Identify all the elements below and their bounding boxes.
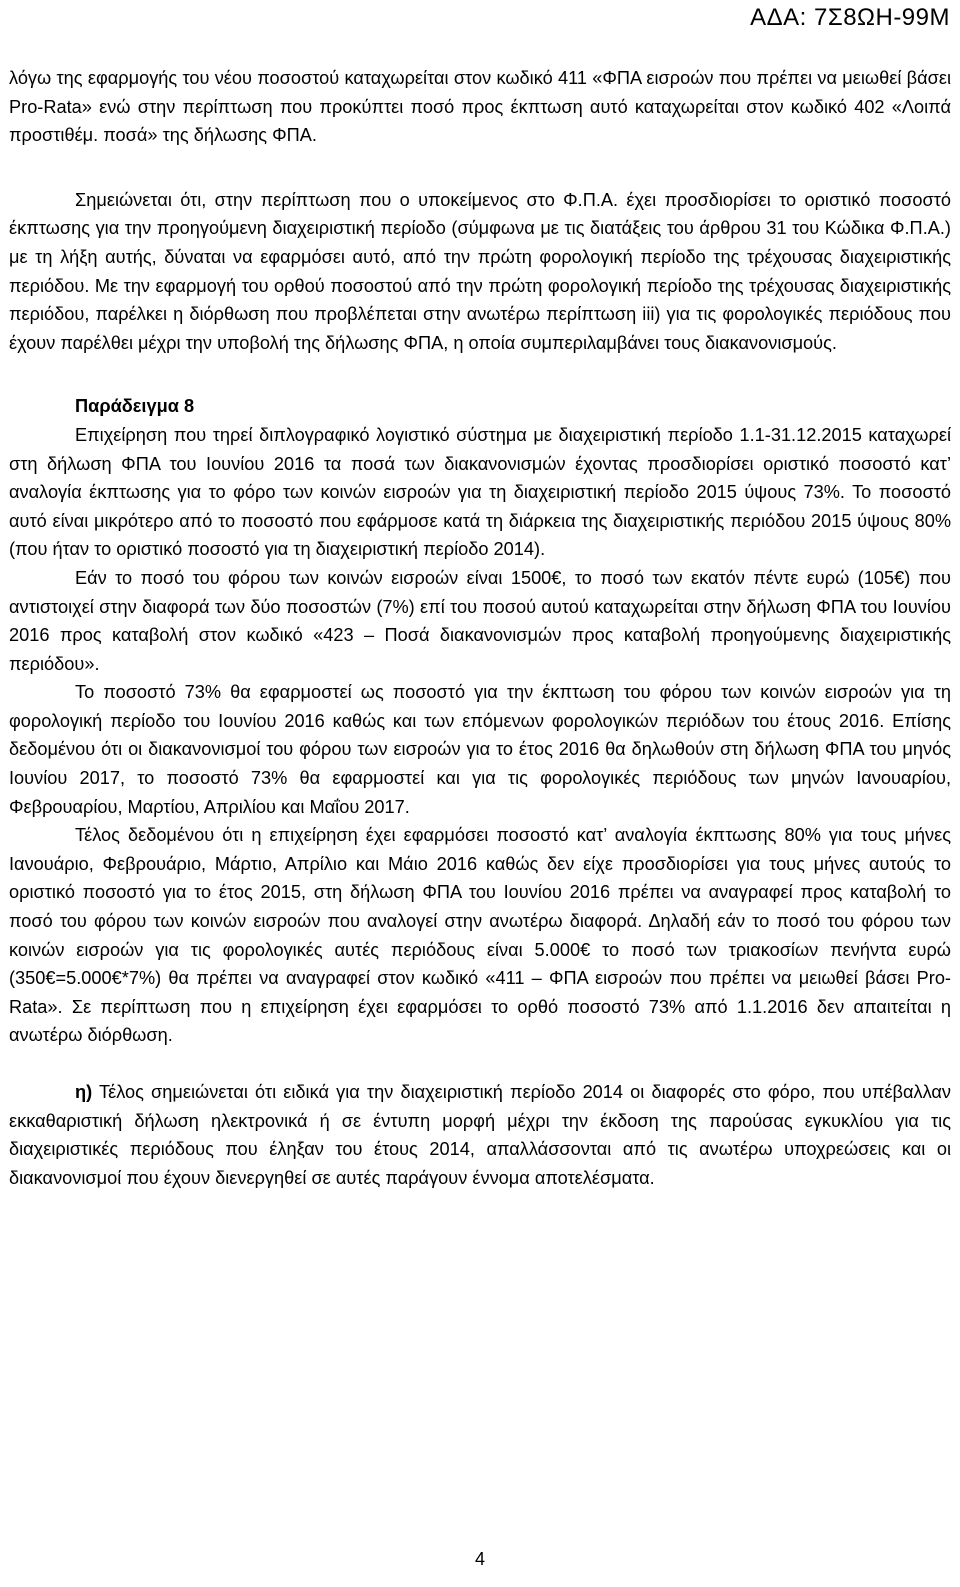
paragraph-continuation: λόγω της εφαρμογής του νέου ποσοστού καταχωρείται στον κωδικό 411 «ΦΠΑ εισροών που πρέπει να μειωθεί βάσει Pro-Rata» ενώ στην περίπτωση που προκύπτει ποσό προς έκπτωση αυτό καταχωρείται στον κωδικό 402 «Λοιπά προστιθέμ. ποσά» της δήλωσης ΦΠΑ. [9,68,951,146]
page-number: 4 [474,1549,485,1569]
paragraph-example-intro: Επιχείρηση που τηρεί διπλογραφικό λογιστικό σύστημα με διαχειριστική περίοδο 1.1-31.12.2015 καταχωρεί στη δήλωση ΦΠΑ του Ιουνίου 2016 τα ποσά των διακανονισμών έχοντας προσδιορίσει οριστικό ποσοστό κατ’ αναλογία έκπτωσης για το φόρο των κοινών εισροών για τη διαχειριστική περίοδο 2015 ύψους 73%. Το ποσοστό αυτό είναι μικρότερο από το ποσοστό που εφάρμοσε κατά τη διάρκεια της διαχειριστικής περιόδου 2015 ύψους 80% (που ήταν το οριστικό ποσοστό για τη διαχειριστική περίοδο 2014). [9,424,951,560]
paragraph-example-correction: Τέλος δεδομένου ότι η επιχείρηση έχει εφαρμόσει ποσοστό κατ’ αναλογία έκπτωσης 80% για τους μήνες Ιανουάριο, Φεβρουάριο, Μάρτιο, Απρίλιο και Μάιο 2016 καθώς δεν είχε προσδιορίσει για τους μήνες αυτούς το οριστικό ποσοστό για το έτος 2015, στη δήλωση ΦΠΑ του Ιουνίου 2016 πρέπει να αναγραφεί προς καταβολή το ποσό του φόρου των κοινών εισροών που αναλογεί στην ανωτέρω διαφορά. Δηλαδή εάν το ποσό του φόρου των κοινών εισροών για τις φορολογικές αυτές περιόδους είναι 5.000€ το ποσό των τριακοσίων πενήντα ευρώ (350€=5.000€*7%) θα πρέπει να αναγραφεί στον κωδικό «411 – ΦΠΑ εισροών που πρέπει να μειωθεί βάσει Pro-Rata». Σε περίπτωση που η επιχείρηση έχει εφαρμόσει το ορθό ποσοστό 73% από 1.1.2016 δεν απαιτείται η ανωτέρω διόρθωση. [9,825,951,1046]
paragraph-example-rate: Το ποσοστό 73% θα εφαρμοστεί ως ποσοστό για την έκπτωση του φόρου των κοινών εισροών για τη φορολογική περίοδο του Ιουνίου 2016 καθώς και των επόμενων φορολογικών περιόδων του έτους 2016. Επίσης δεδομένου ότι οι διακανονισμοί του φόρου των εισροών για το έτος 2016 θα δηλωθούν στη δήλωση ΦΠΑ του μηνός Ιουνίου 2017, το ποσοστό 73% θα εφαρμοστεί και για τις φορολογικές περιόδους των μηνών Ιανουαρίου, Φεβρουαρίου, Μαρτίου, Απριλίου και Μαΐου 2017. [9,682,951,817]
paragraph-example-amount: Εάν το ποσό του φόρου των κοινών εισροών είναι 1500€, το ποσό των εκατόν πέντε ευρώ (105€) που αντιστοιχεί στην διαφορά των δύο ποσοστών (7%) επί του ποσού αυτού καταχωρείται στην δήλωση ΦΠΑ του Ιουνίου 2016 προς καταβολή στον κωδικό «423 – Ποσά διακανονισμών προς καταβολή προηγούμενης διαχειριστικής περιόδου». [9,567,951,674]
paragraph-item-h [9,1078,951,1192]
item-h-text: Τέλος σημειώνεται ότι ειδικά για την διαχειριστική περίοδο 2014 οι διαφορές στο φόρο, που υπέβαλλαν εκκαθαριστική δήλωση ηλεκτρονικά ή σε έντυπη μορφή μέχρι την έκδοση της παρούσας εγκυκλίου για τις διαχειριστικές περιόδους που έληξαν του έτους 2014, απαλλάσσονται από τις ανωτέρω υποχρεώσεις και οι διακανονισμοί που έχουν διενεργηθεί σε αυτές παράγουν έννομα αποτελέσματα. [9,1082,951,1188]
paragraph-note: Σημειώνεται ότι, στην περίπτωση που ο υποκείμενος στο Φ.Π.Α. έχει προσδιορίσει το οριστικό ποσοστό έκπτωσης για την προηγούμενη διαχειριστική περίοδο (σύμφωνα με τις διατάξεις του άρθρου 31 του Κώδικα Φ.Π.Α.) με τη λήξη αυτής, δύναται να εφαρμόσει αυτό, από την πρώτη φορολογική περίοδο της τρέχουσας διαχειριστικής περιόδου. Με την εφαρμογή του ορθού ποσοστού από την πρώτη φορολογική περίοδο της τρέχουσας διαχειριστικής περιόδου, παρέλκει η διόρθωση που προβλέπεται στην ανωτέρω περίπτωση iii) για τις φορολογικές περιόδους που έχουν παρέλθει μέχρι την υποβολή της δήλωσης ΦΠΑ, η οποία συμπεριλαμβάνει τους διακανονισμούς. [9,189,951,353]
item-h-label: η) [75,1082,93,1102]
ada-code: ΑΔΑ: 7Σ8ΩΗ-99Μ [750,4,950,31]
document-body [9,64,951,1192]
example-heading: Παράδειγμα 8 [75,396,195,417]
